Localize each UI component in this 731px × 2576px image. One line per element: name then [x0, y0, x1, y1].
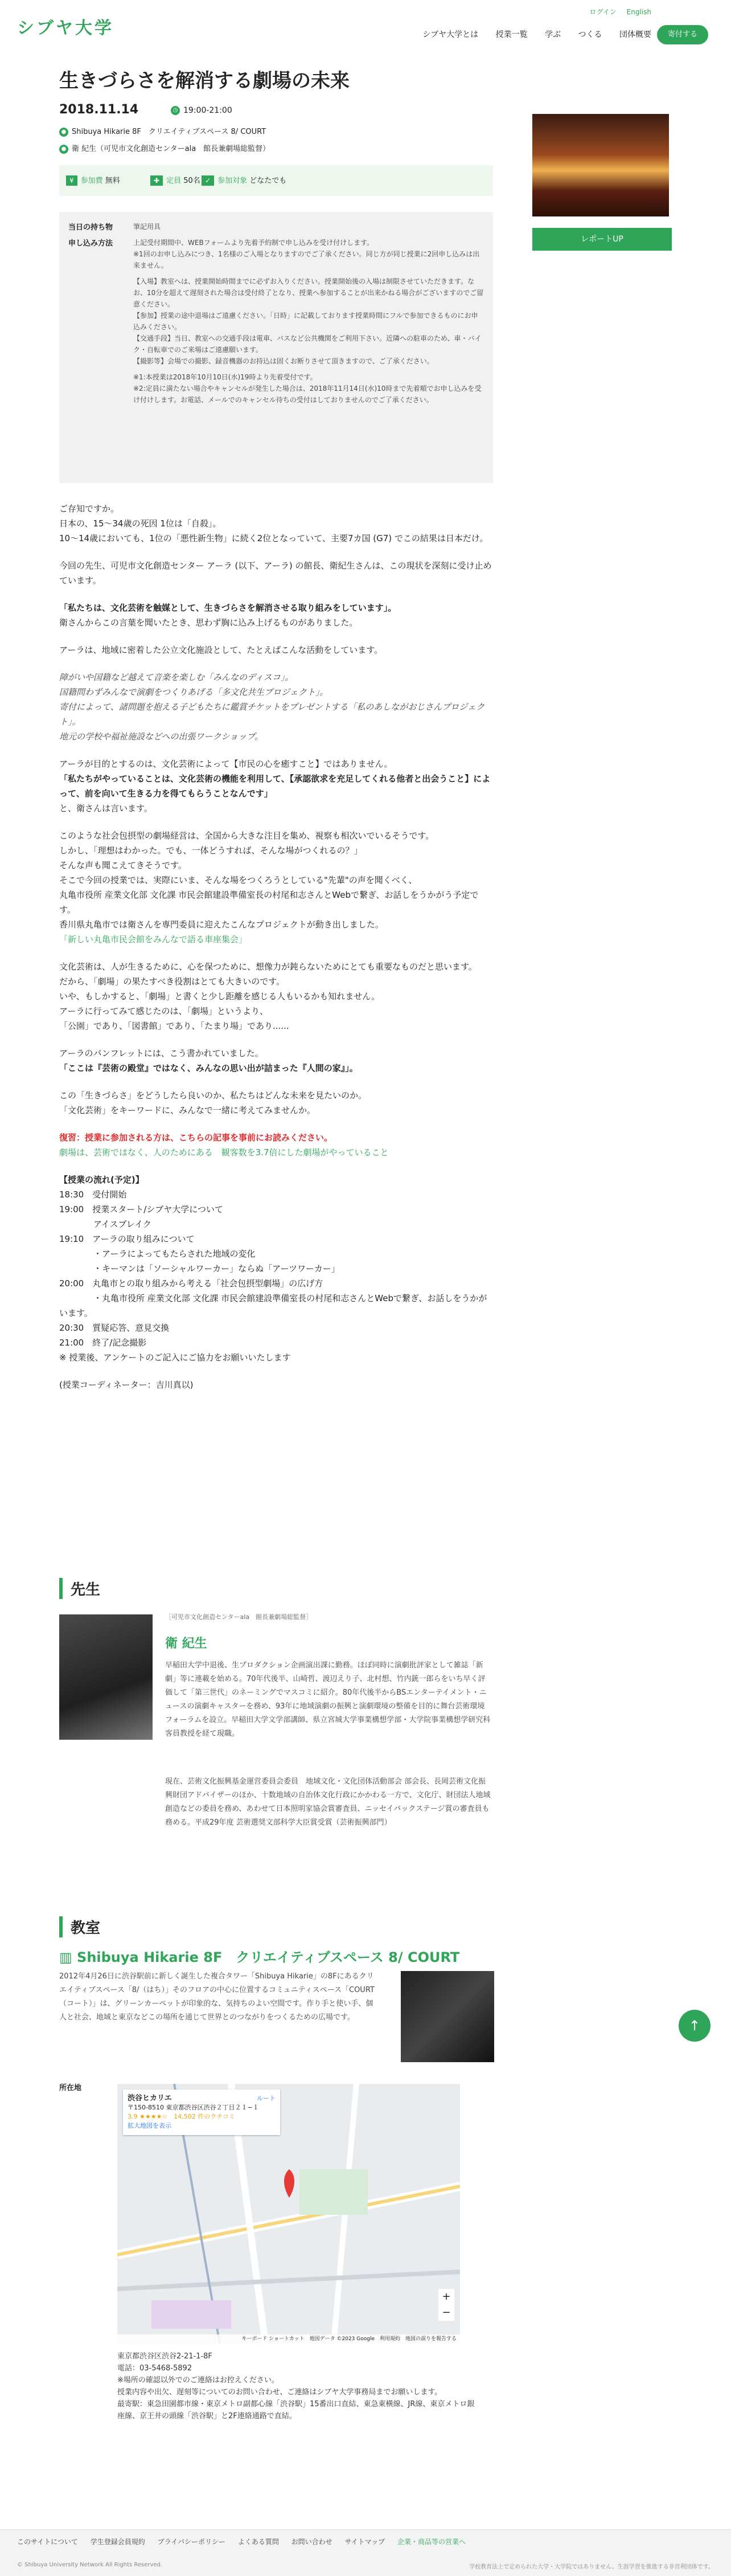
flow-item: ・キーマンは「ソーシャルワーカー」ならぬ「アーツワーカー」 — [59, 1264, 340, 1274]
page-title: 生きづらさを解消する劇場の未来 — [59, 69, 350, 92]
flow-item: アイスブレイク — [59, 1219, 151, 1229]
footer-note: 学校教育法上で定められた大学・大学院ではありません。生涯学習を推進する非営利団体です。 — [469, 2564, 714, 2570]
article-paragraph: 今回の先生、可児市文化創造センター アーラ (以下、アーラ) の館長、衛紀生さんは、この現状を深刻に受け止めています。 — [59, 561, 492, 586]
nav-item-organization[interactable]: 団体概要 — [619, 30, 651, 39]
footer-link-contact[interactable]: お問い合わせ — [291, 2538, 332, 2546]
fee-label: 参加費 — [80, 177, 103, 185]
capacity-value: 50名 — [183, 177, 200, 185]
teacher-bio: 現在、芸術文化振興基金運営委員会委員 地域文化・文化団体活動部会 部会長、長岡芸術文化振興財団アドバイザーのほか、十数地域の自治体文化行政にかかわる一方で、文化庁、財団法人地域創造などの委員を務め、あわせて日本照明家協会賞審査員、ニッセイバックステージ賞の審査員も務める。平成29年度 芸術選奨文部科学大臣賞受賞（芸術振興部門） — [165, 1777, 491, 1827]
article-paragraph: 文化芸術は、人が生きるために、心を保つために、想像力が鈍らないためにとても重要なものだと思います。 だから、「劇場」の果たすべき役割はとても大きいのです。 いや、もしかすると、「劇場」と書くと少し距離を感じる人もいるかも知れません。 アーラに行ってみて感じたのは、「劇場」というより、 「公園」であり、「図書館」であり、「たまり場」であり...... — [59, 962, 477, 1031]
flow-item: ※ 授業後、アンケートのご記入にご協力をお願いいたします — [59, 1352, 291, 1363]
flow-item: 18:30 受付開始 — [59, 1189, 127, 1200]
apply-line: ※2:定員に満たない場合やキャンセルが発生した場合は、2018年11月14日(水)10時まで先着順でお申し込みを受け付けします。お電話、メールでのキャンセル待ちの受付はしておりませんのでご了承ください。 — [133, 385, 482, 404]
main-nav — [408, 28, 651, 40]
event-time-text: 19:00-21:00 — [183, 106, 232, 115]
apply-line: ※1:本授業は2018年10月10日(水)19時より先着受付です。 — [133, 373, 317, 381]
teacher-photo — [59, 1614, 153, 1740]
location-icon: ● — [59, 128, 68, 137]
prep-reading — [59, 1130, 493, 1160]
apply-line: 上記受付期間中、WEBフォームより先着予約制で申し込みを受け付けします。 — [133, 239, 374, 247]
map-zoom-controls[interactable]: + − — [438, 2289, 454, 2321]
event-teacher — [59, 142, 270, 154]
target-label: 参加対象 — [217, 177, 248, 185]
apply-line: 【参加】授業の途中退場はご遠慮ください。「日時」に記載しております授業時間にフルで参加できるものにお申込みください。 — [133, 312, 478, 331]
flow-item: 20:00 丸亀市との取り組みから考える「社会包摂型劇場」の広げ方 — [59, 1278, 323, 1289]
arrow-up-icon: ↑ — [688, 2018, 701, 2034]
flow-item: 19:00 授業スタート/シブヤ大学について — [59, 1204, 223, 1215]
people-icon: ✚ — [150, 175, 163, 186]
classroom-description: 2012年4月26日に渋谷駅前に新しく誕生した複合タワー「Shibuya Hikarie」の8Fにあるクリエイティブスペース「8/（はち）」そのフロアの中心に位置するコミュニティスペース「COURT（コート）」は、グリーンカーペットが印象的な、気持ちのよい空間です。作り手と使い手、個人と社会、地域と東京などこの場所を通じて世界とのつながりをつくるための広場です。 — [59, 1972, 375, 2022]
application-info — [59, 212, 493, 483]
event-venue — [59, 125, 266, 137]
footer-links — [17, 2537, 476, 2546]
classroom-title: ▥ Shibuya Hikarie 8F クリエイティブスペース 8/ COURT — [59, 1949, 460, 1965]
items-value: 筆記用具 — [133, 223, 161, 231]
top-utility-links — [581, 7, 651, 17]
donate-button[interactable]: 寄付する — [657, 25, 708, 44]
coordinator: (授業コーディネーター：吉川真以) — [59, 1380, 194, 1390]
article-paragraph: この「生きづらさ」をどうしたら良いのか、私たちはどんな未来を見たいのか。 「文化芸術」をキーワードに、みんなで一緒に考えてみませんか。 — [59, 1090, 367, 1115]
person-icon: ● — [59, 145, 68, 154]
article-paragraph: このような社会包摂型の劇場経営は、全国から大きな注目を集め、視察も相次いでいるそうです。 しかし、「理想はわかった。でも、一体どうすれば、そんな場がつくれるの？」 そんな声も聞こえてきそうです。 そこで今回の授業では、実際にいま、そんな場をつくろうとしている"先輩"の声を聞くべく、 丸亀市役所 産業文化部 文化課 市民会館建設準備室長の村尾和志さんとWebで繋ぎ、お話しをうかがう予定です。 香川県丸亀市では衛さんを専門委員に迎えたこんなプロジェクトが動き出しました。 「新しい丸亀市民会館をみんなで語る車座集会」 — [59, 831, 479, 944]
fee-value: 無料 — [105, 177, 120, 185]
building-icon: ▥ — [59, 1949, 77, 1965]
site-logo[interactable]: シブヤ大学 — [17, 18, 114, 38]
site-header — [0, 0, 731, 51]
article-paragraph: アーラは、地域に密着した公立文化施設として、たとえばこんな活動をしています。 — [59, 645, 383, 655]
nav-item-about[interactable]: シブヤ大学とは — [422, 30, 479, 39]
footer-link-business[interactable]: 企業・商品等の営業へ — [397, 2538, 466, 2546]
article-paragraph: 「私たちは、文化芸術を触媒として、生きづらさを解消させる取り組みをしています」。 衛さんからこの言葉を聞いたとき、思わず胸に込み上げるものがありました。 — [59, 603, 397, 628]
capacity-label: 定員 — [166, 177, 182, 185]
teacher-affiliation: ［可児市文化創造センターala 館長兼劇場総監督］ — [165, 1613, 313, 1621]
address-label: 所在地 — [59, 2084, 82, 2092]
event-date: 2018.11.14 — [59, 103, 139, 117]
map-enlarge-link[interactable]: 拡大地図を表示 — [128, 2122, 171, 2129]
teacher-text: 衛 紀生（可児市文化創造センターala 館長兼劇場総監督） — [72, 145, 270, 153]
teacher-heading: 先生 — [59, 1578, 100, 1599]
flow-title: 【授業の流れ(予定)】 — [59, 1175, 144, 1185]
login-link[interactable]: ログイン — [589, 8, 617, 16]
apply-line: ※1回のお申し込みにつき、1名様のご入場となりますのでご了承ください。同じ方が同じ授業に2回申し込みは出来ません。 — [133, 250, 480, 269]
copyright: © Shibuya University Network All Rights Reserved. — [17, 2562, 163, 2568]
target-value: どなたでも — [249, 177, 287, 185]
nav-item-learn[interactable]: 学ぶ — [545, 30, 561, 39]
map-info-card — [123, 2090, 280, 2135]
event-tags — [59, 165, 493, 196]
article-paragraph: ご存知ですか。 日本の、15〜34歳の死因 1位は「自殺」。 10〜14歳においても、1位の「悪性新生物」に続く2位となっていて、主要7カ国 (G7) でこの結果は日本だけ。 — [59, 504, 488, 543]
apply-label: 申し込み方法 — [68, 239, 113, 248]
fee-tag — [66, 174, 120, 186]
items-label: 当日の持ち物 — [68, 223, 113, 232]
flow-item: ・アーラによってもたらされた地域の変化 — [59, 1249, 256, 1259]
apply-line: 【入場】教室へは、授業開始時間までに必ずお入りください。授業開始後の入場は制限させていただきます。なお、10分を超えて遅刻された場合は受付終了となり、授業へ参加することが出来かねる場合がございますのでご留意ください。 — [133, 277, 484, 308]
nav-item-make[interactable]: つくる — [578, 30, 602, 39]
map-footer: キーボード ショートカット 地図データ ©2023 Google 利用規約 地図の誤りを報告する — [117, 2334, 460, 2344]
teacher-name: 衛 紀生 — [165, 1637, 207, 1651]
venue-text[interactable]: Shibuya Hikarie 8F クリエイティブスペース 8/ COURT — [72, 128, 266, 136]
footer-link-terms[interactable]: 学生登録会員規約 — [90, 2538, 145, 2546]
map-address: 〒150-8510 東京都渋谷区渋谷２丁目２１−１ — [128, 2104, 259, 2111]
target-tag — [202, 174, 286, 186]
classroom-photo — [401, 1971, 494, 2062]
check-icon: ✓ — [202, 175, 214, 186]
map-route-link[interactable]: ルート — [257, 2095, 276, 2102]
clock-icon: ◷ — [171, 106, 180, 115]
assembly-link[interactable]: 「新しい丸亀市民会館をみんなで語る車座集会」 — [59, 934, 248, 944]
google-map[interactable] — [117, 2084, 460, 2344]
yen-icon: ¥ — [66, 175, 77, 186]
classroom-heading: 教室 — [59, 1916, 100, 1937]
flow-item: ・丸亀市役所 産業文化部 文化課 市民会館建設準備室長の村尾和志さんとWebで繋ぎ、お話しをうかがいます。 — [59, 1293, 487, 1318]
back-to-top-button[interactable] — [679, 2010, 711, 2042]
site-footer — [0, 2529, 731, 2576]
flow-item: 20:30 質疑応答、意見交換 — [59, 1323, 170, 1333]
flow-item: 19:10 アーラの取り組みについて — [59, 1234, 195, 1244]
prep-article-link[interactable]: 劇場は、芸術ではなく、人のためにある 観客数を3.7倍にした劇場がやっていること — [59, 1147, 389, 1158]
nav-item-classes[interactable]: 授業一覧 — [495, 30, 528, 39]
article-paragraph: アーラのパンフレットには、こう書かれていました。 「ここは『芸術の殿堂』ではなく、みんなの思い出が詰まった『人間の家』」。 — [59, 1048, 358, 1073]
footer-link-sitemap[interactable]: サイトマップ — [344, 2538, 385, 2546]
map-place-name: 渋谷ヒカリエ — [128, 2094, 172, 2103]
class-flow — [59, 1172, 493, 1365]
apply-line: 【交通手段】当日、教室への交通手段は電車、バスなど公共機関をご利用下さい。近隣への駐車のため、車・バイク・自転車でのご来場はご遠慮願います。 — [133, 334, 482, 354]
flow-item: 21:00 終了/記念撮影 — [59, 1338, 147, 1348]
footer-link-faq[interactable]: よくある質問 — [237, 2538, 279, 2546]
activity-list: 障がいや国籍など越えて音楽を楽しむ「みんなのディスコ」。 国籍問わずみんなで演劇をつくりあげる「多文化共生プロジェクト」。 寄付によって、諸問題を抱える子どもたちに鑑賞チケットをプレゼントする「私のあしながおじさんプロジェクト」。 地元の学校や福祉施設などへの出張ワークショップ。 — [59, 672, 485, 742]
report-button[interactable]: レポートUP — [532, 228, 672, 251]
prep-note: 復習：授業に参加される方は、こちらの記事を事前にお読みください。 — [59, 1132, 333, 1143]
teacher-bio: 早稲田大学中退後、生プロダクション企画演出課に勤務。ほぼ同時に演劇批評家として雑誌「新劇」等に連載を始める。70年代後半、山崎哲、渡辺えり子、北村想、竹内銃一郎らをいち早く評価して「第三世代」のネーミングでマスコミに紹介。80年代後半からBSエンターテイメント・ニュースの演劇キャスターを務め、93年に地域演劇の振興と演劇環境の整備を目的に舞台芸術環境フォーラムを設立。早稲田大学文学部講師、県立宮城大学事業構想学部・大学院事業構想学研究科客員教授を経て現職。 — [165, 1661, 491, 1738]
footer-link-about[interactable]: このサイトについて — [17, 2538, 78, 2546]
map-rating: 3.9 ★★★★☆ 14,502 件のクチコミ — [128, 2113, 235, 2120]
address-details: 東京都渋谷区渋谷2-21-1-8F 電話：03-5468-5892 ※場所の確認以外でのご連絡はお控えください。 授業内容や出欠、遅刻等についてのお問い合わせ、ご連絡はシブヤ大学事務局までお願いします。 最寄駅：東急田園都市線・東京メトロ副都心線「渋谷駅」15番出口直結、東急東横線、JR線、東京メトロ銀座線、京王井の頭線「渋谷駅」と2F連絡通路で直結。 — [117, 2352, 475, 2420]
capacity-tag — [150, 174, 200, 186]
article-paragraph: アーラが目的とするのは、文化芸術によって【市民の心を癒すこと】ではありません。 「私たちがやっていることは、文化芸術の機能を利用して、【承認欲求を充足してくれる他者と出会うこと】によって、前を向いて生きる力を得てもらうことなんです」 と、衛さんは言います。 — [59, 759, 491, 813]
article-body — [59, 501, 493, 1405]
apply-line: 【撮影等】会場での撮影、録音機器のお持込は固くお断りさせて頂きますので、ご了承ください。 — [133, 357, 434, 365]
event-time — [171, 106, 232, 115]
event-photo — [532, 114, 669, 216]
apply-text — [133, 237, 484, 406]
english-link[interactable]: English — [626, 8, 651, 16]
footer-link-privacy[interactable]: プライバシーポリシー — [157, 2538, 225, 2546]
